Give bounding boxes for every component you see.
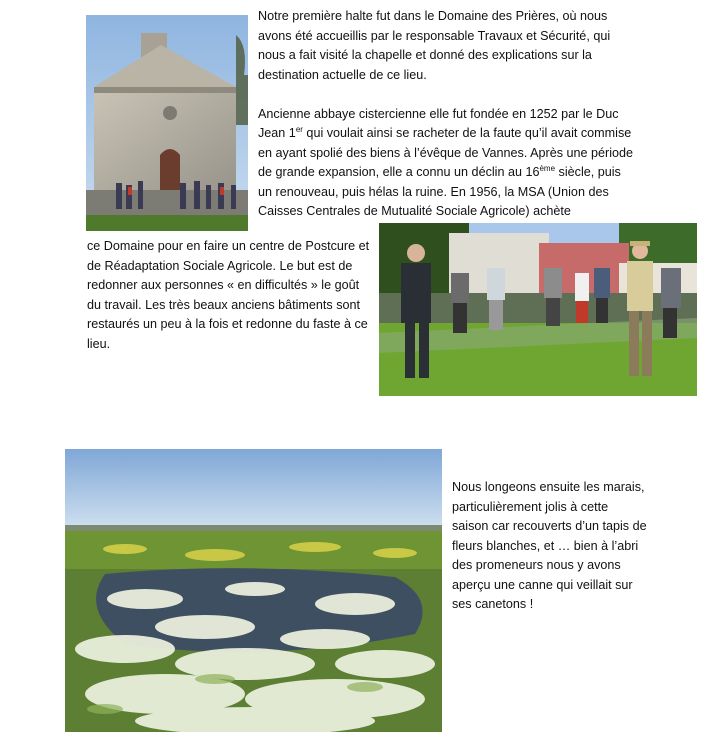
chapel-photo-image: [86, 15, 248, 231]
paragraph-marsh: Nous longeons ensuite les marais, particulièrement jolis à cette saison car recouverts d’un tapis de fleurs blanches, et … bien à l’abri des promeneurs nous y avons aperçu une canne qui veillait sur ses canetons !: [452, 480, 647, 611]
paragraph-domain-purpose: ce Domaine pour en faire un centre de Postcure et de Réadaptation Sociale Agricole. Le but est de redonner aux personnes « en difficultés » le goût du travail. Les très beaux anciens bâtiments sont restaurés un peu à la fois et redonne du faste à ce lieu.: [87, 239, 370, 351]
marsh-photo: [65, 449, 442, 732]
text-block-marsh: [452, 478, 647, 615]
text-block-intro: [258, 7, 638, 222]
text-block-msa: [87, 237, 371, 354]
group-photo-image: [379, 223, 697, 396]
paragraph-first-stop: Notre première halte fut dans le Domaine des Prières, où nous avons été accueillis par le responsable Travaux et Sécurité, qui nous a fait visité la chapelle et donné des explications sur la destination actuelle de ce lieu.: [258, 9, 611, 82]
group-photo: [379, 223, 697, 396]
marsh-photo-image: [65, 449, 442, 732]
chapel-photo: [86, 15, 248, 231]
paragraph-abbey-history: Ancienne abbaye cistercienne elle fut fondée en 1252 par le Duc Jean 1er qui voulait ainsi se racheter de la faute qu’il avait commise en ayant spolié des biens à l’évêque de Vannes. Après une période de grande expansion, elle a connu un déclin au 16ème siècle, puis un renouveau, puis hélas la ruine. En 1956, la MSA (Union des Caisses Centrales de Mutualité Sociale Agricole) achète: [258, 106, 634, 218]
